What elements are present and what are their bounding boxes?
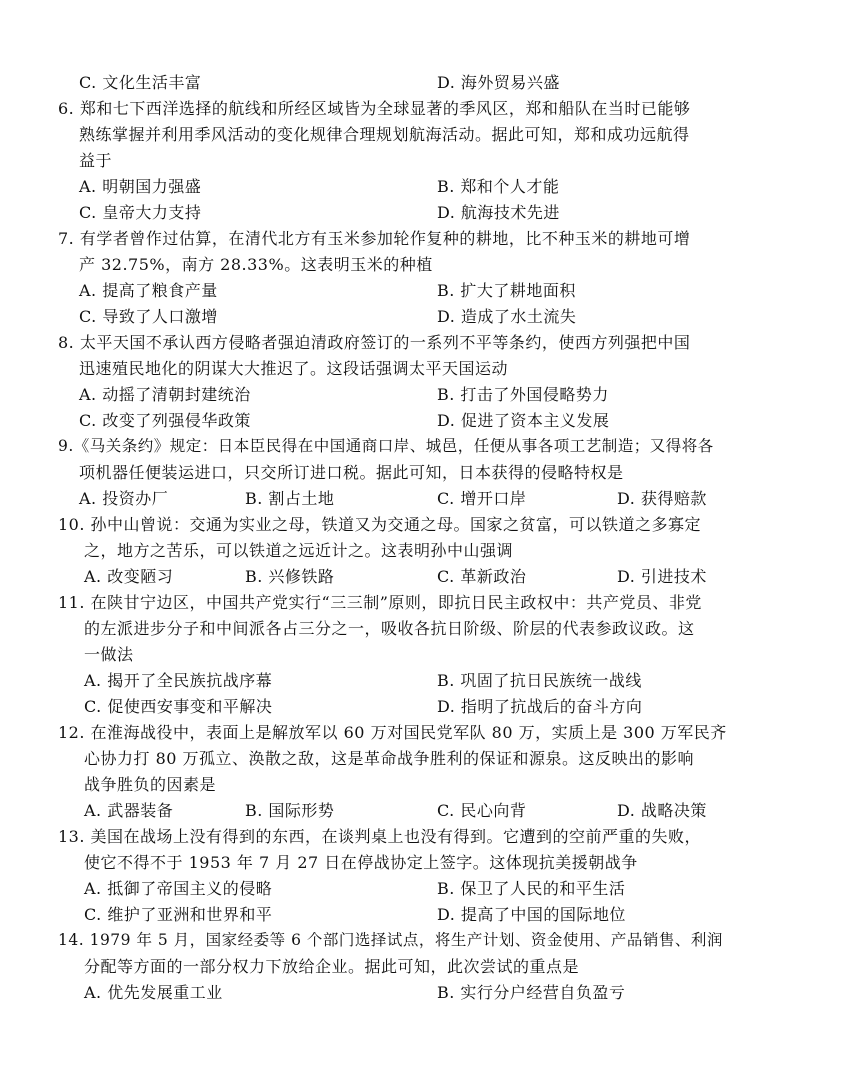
option-a: A. 武器装备 <box>84 801 174 820</box>
question-stem-line: 11. 在陕甘宁边区，中国共产党实行“三三制”原则，即抗日民主政权中：共产党员、非党 <box>58 593 702 612</box>
option-b: B. 割占土地 <box>245 489 335 508</box>
question-stem-line: 益于 <box>79 151 113 170</box>
question-stem-line: 使它不得不于 1953 年 7 月 27 日在停战协定上签字。这体现抗美援朝战争 <box>84 853 638 872</box>
question-stem-line: 8. 太平天国不承认西方侵略者强迫清政府签订的一系列不平等条约，使西方列强把中国 <box>58 333 691 352</box>
option-b: B. 巩固了抗日民族统一战线 <box>437 671 642 690</box>
question-8 <box>0 330 860 356</box>
question-stem-line: 心协力打 80 万孤立、涣散之敌，这是革命战争胜利的保证和源泉。这反映出的影响 <box>84 749 695 768</box>
question-9 <box>0 434 860 460</box>
option-c: C. 维护了亚洲和世界和平 <box>84 905 273 924</box>
option-a: A. 投资办厂 <box>79 489 169 508</box>
option-b: B. 打击了外国侵略势力 <box>437 385 609 404</box>
option-c: C. 改变了列强侵华政策 <box>79 411 251 430</box>
question-7 <box>0 226 860 252</box>
question-stem-line: 熟练掌握并利用季风活动的变化规律合理规划航海活动。据此可知，郑和成功远航得 <box>79 125 690 144</box>
question-stem-line: 14. 1979 年 5 月，国家经委等 6 个部门选择试点，将生产计划、资金使用、产品销售、利润 <box>58 931 723 949</box>
option-c: C. 导致了人口激增 <box>79 307 218 326</box>
option-a: A. 揭开了全民族抗战序幕 <box>84 671 273 690</box>
question-stem-line: 9.《马关条约》规定：日本臣民得在中国通商口岸、城邑，任便从事各项工艺制造；又得将各 <box>58 437 714 455</box>
question-stem-line: 项机器任便装运进口，只交所订进口税。据此可知，日本获得的侵略特权是 <box>79 463 624 482</box>
option-d: D. 提高了中国的国际地位 <box>437 905 626 924</box>
option-a: A. 抵御了帝国主义的侵略 <box>84 879 273 898</box>
option-d: D. 航海技术先进 <box>437 203 560 222</box>
option-b: B. 国际形势 <box>245 801 335 820</box>
option-b: B. 扩大了耕地面积 <box>437 281 576 300</box>
question-12 <box>0 720 860 746</box>
option-c: C. 民心向背 <box>437 801 527 820</box>
question-stem-line: 迅速殖民地化的阴谋大大推迟了。这段话强调太平天国运动 <box>79 359 509 378</box>
option-d: D. 海外贸易兴盛 <box>437 73 560 92</box>
question-stem-line: 战争胜负的因素是 <box>84 775 217 794</box>
question-stem-line: 7. 有学者曾作过估算，在清代北方有玉米参加轮作复种的耕地，比不种玉米的耕地可增 <box>58 229 691 248</box>
option-a: A. 明朝国力强盛 <box>79 177 202 196</box>
question-10 <box>0 512 860 538</box>
question-14 <box>0 928 860 954</box>
option-b: B. 兴修铁路 <box>245 567 335 586</box>
option-c: C. 促使西安事变和平解决 <box>84 697 273 716</box>
option-d: D. 引进技术 <box>617 567 707 586</box>
question-13 <box>0 824 860 850</box>
option-c: C. 革新政治 <box>437 567 527 586</box>
option-c: C. 文化生活丰富 <box>79 73 202 92</box>
option-c: C. 增开口岸 <box>437 489 527 508</box>
question-stem-line: 13. 美国在战场上没有得到的东西，在谈判桌上也没有得到。它遭到的空前严重的失败， <box>58 827 702 846</box>
option-a: A. 改变陋习 <box>84 567 174 586</box>
question-11 <box>0 590 860 616</box>
option-d: D. 指明了抗战后的奋斗方向 <box>437 697 643 716</box>
question-stem-line: 一做法 <box>84 645 134 664</box>
question-stem-line: 6. 郑和七下西洋选择的航线和所经区域皆为全球显著的季风区，郑和船队在当时已能够 <box>58 99 691 118</box>
option-d: D. 战略决策 <box>617 801 707 820</box>
option-a: A. 动摇了清朝封建统治 <box>79 385 251 404</box>
option-a: A. 优先发展重工业 <box>84 983 223 1002</box>
question-stem-line: 12. 在淮海战役中，表面上是解放军以 60 万对国民党军队 80 万，实质上是 300 万军民齐 <box>58 723 727 742</box>
question-stem-line: 产 32.75%，南方 28.33%。这表明玉米的种植 <box>79 255 433 274</box>
option-d: D. 获得赔款 <box>617 489 707 508</box>
question-stem-line: 之，地方之苦乐，可以铁道之远近计之。这表明孙中山强调 <box>84 541 514 560</box>
option-c: C. 皇帝大力支持 <box>79 203 202 222</box>
question-6 <box>0 96 860 122</box>
question-stem-line: 10. 孙中山曾说：交通为实业之母，铁道又为交通之母。国家之贫富，可以铁道之多寡定 <box>58 515 702 534</box>
option-b: B. 实行分户经营自负盈亏 <box>437 983 626 1002</box>
option-d: D. 造成了水土流失 <box>437 307 577 326</box>
question-stem-line: 分配等方面的一部分权力下放给企业。据此可知，此次尝试的重点是 <box>84 957 580 976</box>
option-a: A. 提高了粮食产量 <box>79 281 218 300</box>
option-d: D. 促进了资本主义发展 <box>437 411 610 430</box>
question-stem-line: 的左派进步分子和中间派各占三分之一，吸收各抗日阶级、阶层的代表参政议政。这 <box>84 619 695 638</box>
question-5-options <box>0 70 860 96</box>
option-b: B. 郑和个人才能 <box>437 177 560 196</box>
option-b: B. 保卫了人民的和平生活 <box>437 879 626 898</box>
